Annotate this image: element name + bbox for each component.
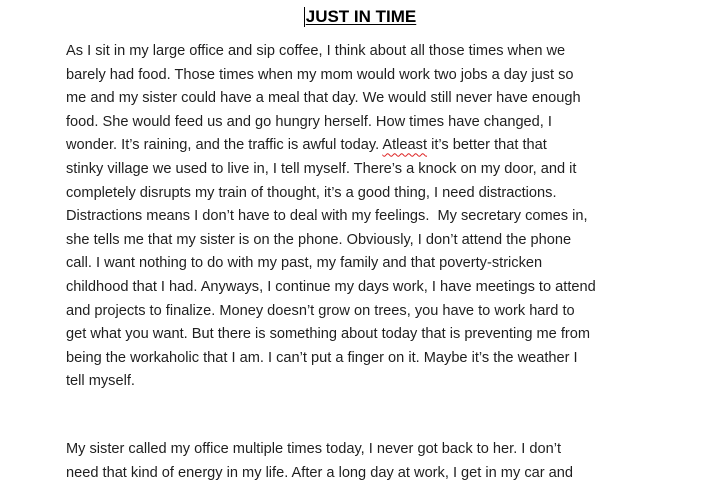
- paragraph-line: she tells me that my sister is on the phone. Obviously, I don’t attend the phone: [66, 231, 572, 248]
- text-cursor: [304, 7, 305, 27]
- document-title-text: JUST IN TIME: [305, 7, 417, 26]
- paragraph-line: and projects to finalize. Money doesn’t grow on trees, you have to work hard to: [66, 302, 575, 319]
- paragraph-1[interactable]: [66, 40, 646, 394]
- line-segment: wonder. It’s raining, and the traffic is awful today.: [66, 137, 380, 154]
- paragraph-line: need that kind of energy in my life. After a long day at work, I get in my car and: [66, 464, 573, 481]
- paragraph-2[interactable]: [66, 438, 646, 481]
- document-title[interactable]: [304, 5, 417, 29]
- title-container: [0, 5, 720, 29]
- paragraph-line: barely had food. Those times when my mom would work two jobs a day just so: [66, 66, 574, 83]
- paragraph-line: stinky village we used to live in, I tell myself. There’s a knock on my door, and it: [66, 160, 577, 177]
- line-segment: it’s better that that: [427, 137, 547, 154]
- paragraph-line: get what you want. But there is something about today that is preventing me from: [66, 326, 591, 343]
- paragraph-line: childhood that I had. Anyways, I continue my days work, I have meetings to attend: [66, 278, 596, 295]
- paragraph-line: My sister called my office multiple times today, I never got back to her. I don’t: [66, 441, 562, 457]
- paragraph-line: food. She would feed us and go hungry herself. How times have changed, I: [66, 113, 552, 130]
- paragraph-line: tell myself.: [66, 373, 135, 390]
- paragraph-line: call. I want nothing to do with my past, my family and that poverty-stricken: [66, 255, 543, 272]
- paragraph-line: As I sit in my large office and sip coffee, I think about all those times when we: [66, 43, 566, 59]
- paragraph-line: [66, 134, 646, 158]
- paragraph-line: me and my sister could have a meal that day. We would still never have enough: [66, 90, 581, 107]
- paragraph-line: Distractions means I don’t have to deal with my feelings. My secretary comes in,: [66, 208, 588, 225]
- misspelled-word[interactable]: Atleast: [382, 137, 428, 154]
- paragraph-line: being the workaholic that I am. I can’t put a finger on it. Maybe it’s the weather I: [66, 349, 578, 366]
- paragraph-line: completely disrupts my train of thought, it’s a good thing, I need distractions.: [66, 184, 557, 201]
